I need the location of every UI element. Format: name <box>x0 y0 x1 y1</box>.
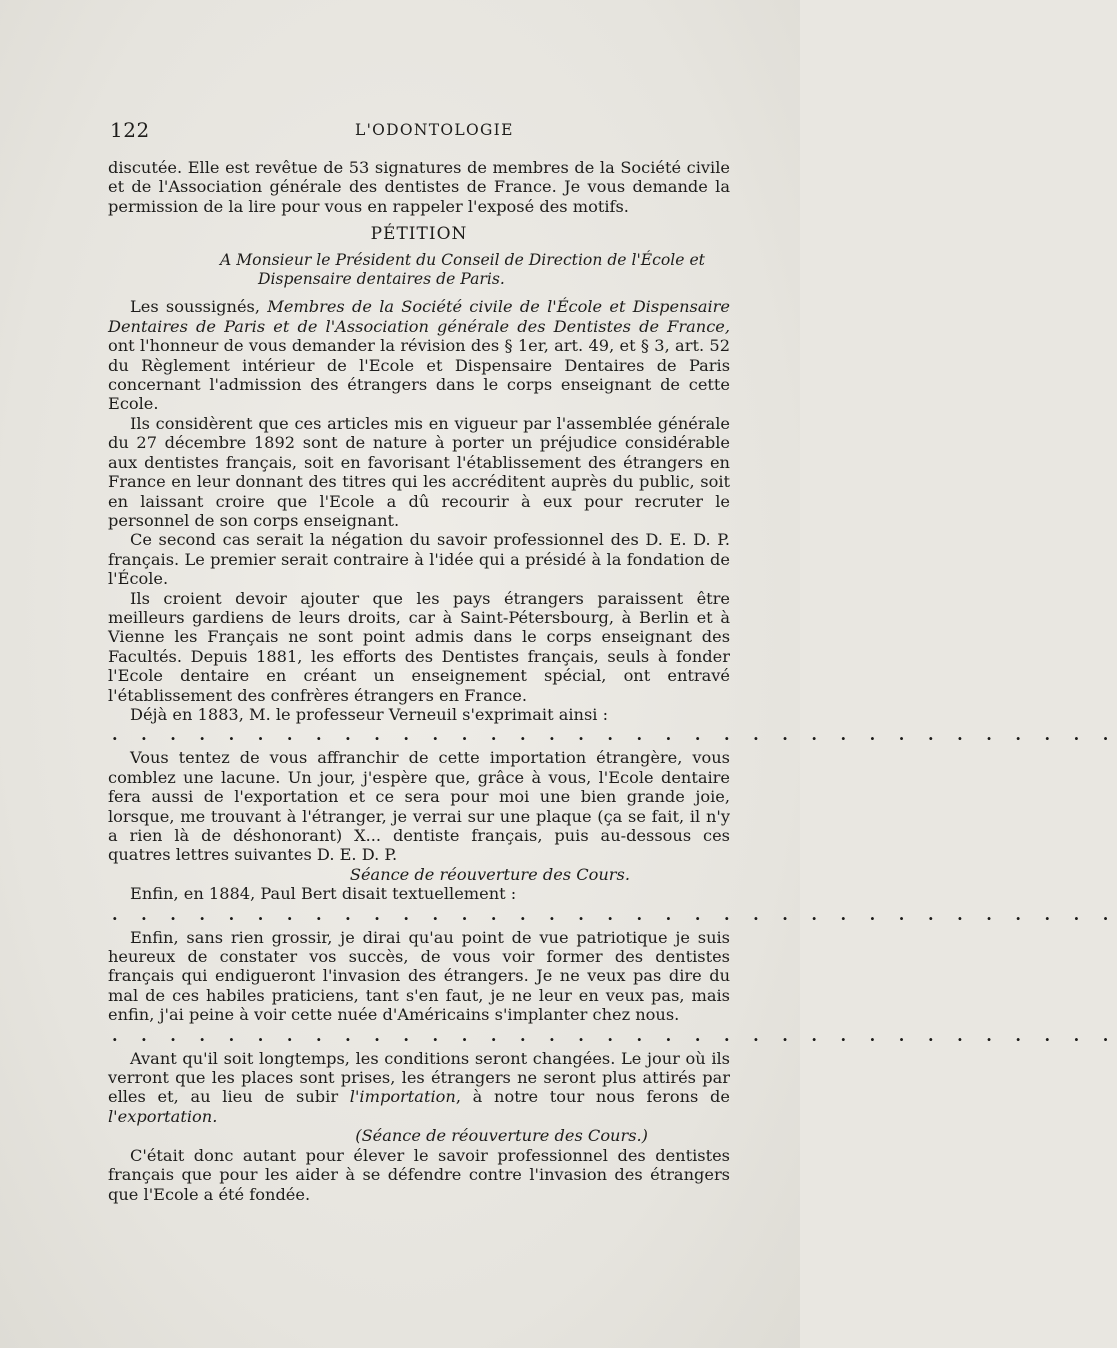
petition-paragraph-4: Ils croient devoir ajouter que les pays étrangers paraissent être meilleurs gardiens de leurs droits, car à Saint-Pétersbourg, à Berlin et à Vienne les Français ne sont point admis dans le corps enseignant des Facultés. Depuis 1881, les efforts des Dentistes français, seuls à fonder l'Ecole dentaire en créant un enseignement spécial, ont entravé l'établissement des confrères étrangers en France. <box>108 588 730 705</box>
p1-end: ont l'honneur de vous demander la révision des § 1er, art. 49, et § 3, art. 52 du Règlement intérieur de l'Ecole et Dispensaire Dentaires de Paris concernant l'admission des étrangers dans le corps enseignant de cette Ecole. <box>108 336 730 414</box>
page-number: 122 <box>110 118 150 142</box>
petition-title: PÉTITION <box>370 224 468 245</box>
running-title: L'ODONTOLOGIE <box>355 121 514 139</box>
petition-address <box>220 251 730 290</box>
q3-italic-2: l'exportation. <box>108 1106 218 1126</box>
ellipsis-dots-2: . . . . . . . . . . . . . . . . . . . . . . . . . . . . . . . . . . . <box>112 904 1117 924</box>
address-line-1: A Monsieur le Président du Conseil de Direction de l'École et <box>220 250 705 269</box>
citation-1: Séance de réouverture des Cours. <box>349 864 630 884</box>
ellipsis-dots-3: . . . . . . . . . . . . . . . . . . . . . . . . . . . . . . . . . . . <box>112 1025 1117 1045</box>
page-header <box>110 118 730 140</box>
quote-bert-2 <box>108 1049 730 1127</box>
citation-2-text: (Séance de réouverture des Cours.) <box>355 1126 648 1146</box>
q3-start: Avant qu'il soit longtemps, les conditions seront changées. Le jour où ils verront que les places sont prises, les étrangers ne seront plus attirés par elles et, au lieu de subir <box>108 1048 730 1107</box>
q3-italic-1: l'importation <box>349 1087 456 1107</box>
q3-mid: , à notre tour nous ferons de <box>455 1087 730 1107</box>
petition-paragraph-3: Ce second cas serait la négation du savoir professionnel des D. E. D. P. français. Le premier serait contraire à l'idée qui a présidé à la fondation de l'École. <box>108 530 730 589</box>
p1-start: Les soussignés, <box>130 297 268 317</box>
petition-paragraph-2: Ils considèrent que ces articles mis en vigueur par l'assemblée générale du 27 décembre 1892 sont de nature à porter un préjudice considérable aux dentistes français, soit en favorisant l'établissement des étrangers en France en leur donnant des titres qui les accréditent auprès du public, soit en laissant croire que l'Ecole a dû recourir à eux pour recruter le personnel de son corps enseignant. <box>108 413 730 530</box>
petition-paragraph-7: C'était donc autant pour élever le savoir professionnel des dentistes français que pour les aider à se défendre contre l'invasion des étrangers que l'Ecole a été fondée. <box>108 1145 730 1204</box>
quote-bert-1: Enfin, sans rien grossir, je dirai qu'au point de vue patriotique je suis heureux de constater vos succès, de vous voir former des dentistes français qui endigueront l'invasion des étrangers. Je ne veux pas dire du mal de ces habiles praticiens, tant s'en faut, je ne leur en veux pas, mais enfin, j'ai peine à voir cette nuée d'Américains s'implanter chez nous. <box>108 927 730 1025</box>
petition-paragraph-6: Enfin, en 1884, Paul Bert disait textuellement : <box>130 884 517 904</box>
petition-paragraph-1 <box>108 297 730 413</box>
quote-verneuil: Vous tentez de vous affranchir de cette importation étrangère, vous comblez une lacune. Un jour, j'espère que, grâce à vous, l'Ecole dentaire fera aussi de l'exportation et ce sera pour moi une bien grande joie, lorsque, me trouvant à l'étranger, je verrai sur une plaque (ça se fait, il n'y a rien là de déshonorant) X... dentiste français, puis au-dessous ces quatres lettres suivantes D. E. D. P. <box>108 748 730 865</box>
address-line-2: Dispensaire dentaires de Paris. <box>258 270 505 289</box>
p1-italic: Membres de la Société civile de l'École et Dispensaire Dentaires de Paris et de l'Association générale des Dentistes de France, <box>108 297 730 336</box>
opening-paragraph: discutée. Elle est revêtue de 53 signatures de membres de la Société civile et de l'Association générale des dentistes de France. Je vous demande la permission de la lire pour vous en rappeler l'exposé des motifs. <box>108 158 730 216</box>
citation-2 <box>108 1126 648 1145</box>
ellipsis-dots-1: . . . . . . . . . . . . . . . . . . . . . . . . . . . . . . . . . . . <box>112 725 1117 745</box>
body-text <box>108 158 1117 1204</box>
petition-paragraph-5: Déjà en 1883, M. le professeur Verneuil s'exprimait ainsi : <box>130 704 609 724</box>
